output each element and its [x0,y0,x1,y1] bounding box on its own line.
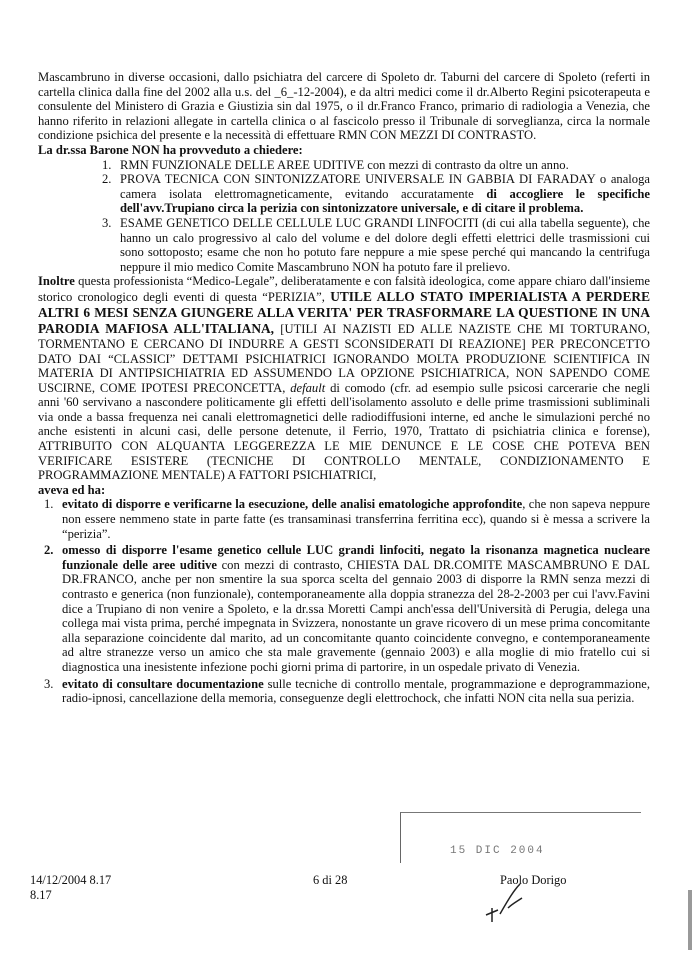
list-item [44,543,650,674]
footer-time: 8.17 [30,888,52,902]
list-number: 1. [44,497,54,512]
list-text: sulle tecniche di controllo mentale, programmazione e deprogrammazione, radio-ipnosi, cancellazione della memoria, conseguenze degli elettrochock, che infatti NON cita nella sua perizia. [62,676,650,706]
list-text: , che non sapeva neppure non essere nemmeno state in parte fatte (es transaminasi transferrina ferritina ecc), quando si è messa a scrivere la “perizia”. [62,497,651,541]
list-number: 3. [102,215,112,230]
list-number: 1. [102,157,112,172]
footer-datetime: 14/12/2004 8.17 [30,873,112,887]
list-text: RMN FUNZIONALE DELLE AREE UDITIVE con mezzi di contrasto da oltre un anno. [120,157,569,172]
paragraph-intro: Mascambruno in diverse occasioni, dallo psichiatra del carcere di Spoleto dr. Taburni del carcere di Spoleto (referti in cartella clinica dalla fine del 2002 alla u.s. del _6_-12-2004), e da altri medici come il dr.Alberto Regini psicoterapeuta e consulente del Ministero di Grazia e Giustizia sin dal 1975, o il dr.Franco Franco, primario di radiologia a Venezia, che hanno riferito in relazioni allegate in cartella clinica o al fascicolo presso il Tribunale di sorveglianza, circa la normale condizione psichica del presente e la necessità di effettuare RMN CON MEZZI DI CONTRASTO. [38,70,650,143]
page-number: 6 di 28 [313,873,348,887]
list-text: ESAME GENETICO DELLE CELLULE LUC GRANDI LINFOCITI (di cui alla tabella seguente), che hanno un calo progressivo al calo del volume e del dolore degli effetti elettrici delle trasmissioni cui sono sottoposto; esame che non ho potuto fare neppure a mie spese perché qui mancando la centrifuga neppure il mio medico Comite Mascambruno NON ha potuto fare il prelievo. [120,215,650,274]
list-omissions [44,497,651,706]
list-item [102,157,650,173]
text: [UTILI AI NAZISTI ED ALLE NAZISTE CHE MI TORTURANO, TORMENTANO E CERCANO DI INDURRE A GESTI SCONSIDERATI DI REAZIONE] PER PRECONCETTO DATO DAI “CLASSICI” DETTAMI PSICHIATRICI IGNORANDO MOLTA PRODUZIONE SCIENTIFICA IN MATERIA DI ANTIPSICHIATRIA ED ASSUMENDO LA OPZIONE PSICHIATRICA, NON SAPENDO COME USCIRNE, COME IPOTESI PRECONCETTA, [38,321,650,395]
document-body [38,70,650,708]
text: questa professionista “Medico-Legale”, deliberatamente e con falsità ideologica, come appare chiaro dall'insieme storico cronologico degli eventi di questa “PERIZIA”, [38,274,650,304]
list-item [44,497,651,541]
list-item [102,172,651,216]
list-text-bold: omesso di disporre l'esame genetico cellule LUC grandi linfociti, negato la risonanza magnetica nucleare funzionale delle aree uditive [62,543,650,572]
list-text-bold: evitato di consultare documentazione [62,676,264,691]
list-text-bold: evitato di disporre e verificarne la esecuzione, delle analisi ematologiche approfondite [62,497,523,512]
signature-icon [478,880,538,925]
list-text: con mezzi di contrasto, CHIESTA DAL DR.COMITE MASCAMBRUNO E DAL DR.FRANCO, anche per non smentire la sua sporca scelta del gennaio 2003 di disporre la RMN senza mezzi di contrasto e generica (non funzionale), contemporaneamente alla doppia stranezza del 28-2-2003 per cui l'avv.Favini dice a Trupiano di non venire a Spoleto, e la dr.ssa Moretti Campi anch'essa dell'Università di Perugia, delega una collega mai vista prima, perché impegnata in Svizzera, nonostante un grave ricovero di un mese prima concomitante alla separazione coincidente dal marito, ad un concomitante quanto coincidente convegno, e contemporaneamente ad altre stranezze verso un amico che sta male gravemente (gennaio 2003) e alla moglie di mio fratello cui si diagnostica una inesistente infezione pochi giorni prima di partorire, in un ospedale privato di Venezia. [62,557,650,674]
list-item [44,676,650,706]
list-text-bold: di accogliere le specifiche dell'avv.Trupiano circa la perizia con sintonizzatore universale, e di citare il problema. [120,186,651,216]
text-italic: default [290,380,326,395]
text-emphasis: UTILE ALLO STATO IMPERIALISTA A PERDERE ALTRI 6 MESI SENZA GIUNGERE ALLA VERITA' PER TRASFORMARE LA QUESTIONE IN UNA PARODIA MAFIOSA ALL'ITALIANA, [38,288,650,336]
footer-date [30,873,111,903]
list-number: 2. [102,172,112,187]
heading-has: aveva ed ha: [38,482,106,497]
stamp-date: 15 DIC 2004 [450,845,545,857]
list-text: PROVA TECNICA CON SINTONIZZATORE UNIVERSALE IN GABBIA DI FARADAY o analoga camera isolata elettromagneticamente, evitando accuratamente [120,172,650,201]
list-item [102,215,650,274]
paragraph-main [38,274,650,483]
list-number: 2. [44,543,54,558]
list-not-requested [102,157,651,275]
heading-requests: La dr.ssa Barone NON ha provveduto a chiedere: [38,142,303,157]
footer-author: Paolo Dorigo [500,873,567,887]
list-number: 3. [44,676,54,691]
scan-edge-mark [688,890,692,950]
text-bold: Inoltre [38,274,75,289]
text: di comodo (cfr. ad esempio sulle psicosi carcerarie che negli anni '60 servivano a nascondere politicamente gli effetti dell'isolamento assoluto e delle prime trasmissioni subliminali via onde a bassa frequenza nei canali elettromagnetici delle radiodiffusioni interne, ed anche le simulazioni perché no anche esistenti in alcuni casi, delle persone detenute, il Ferrio, 1970, Trattato di psichiatria clinica e forense), ATTRIBUITO CON ALQUANTA LEGGEREZZA LE MIE DENUNCE E LE COSE CHE POTEVA BEN VERIFICARE ESISTERE (TECNICHE DI CONTROLLO MENTALE, CONDIZIONAMENTO E PROGRAMMAZIONE MENTALE) A FATTORI PSICHIATRICI, [38,380,650,483]
